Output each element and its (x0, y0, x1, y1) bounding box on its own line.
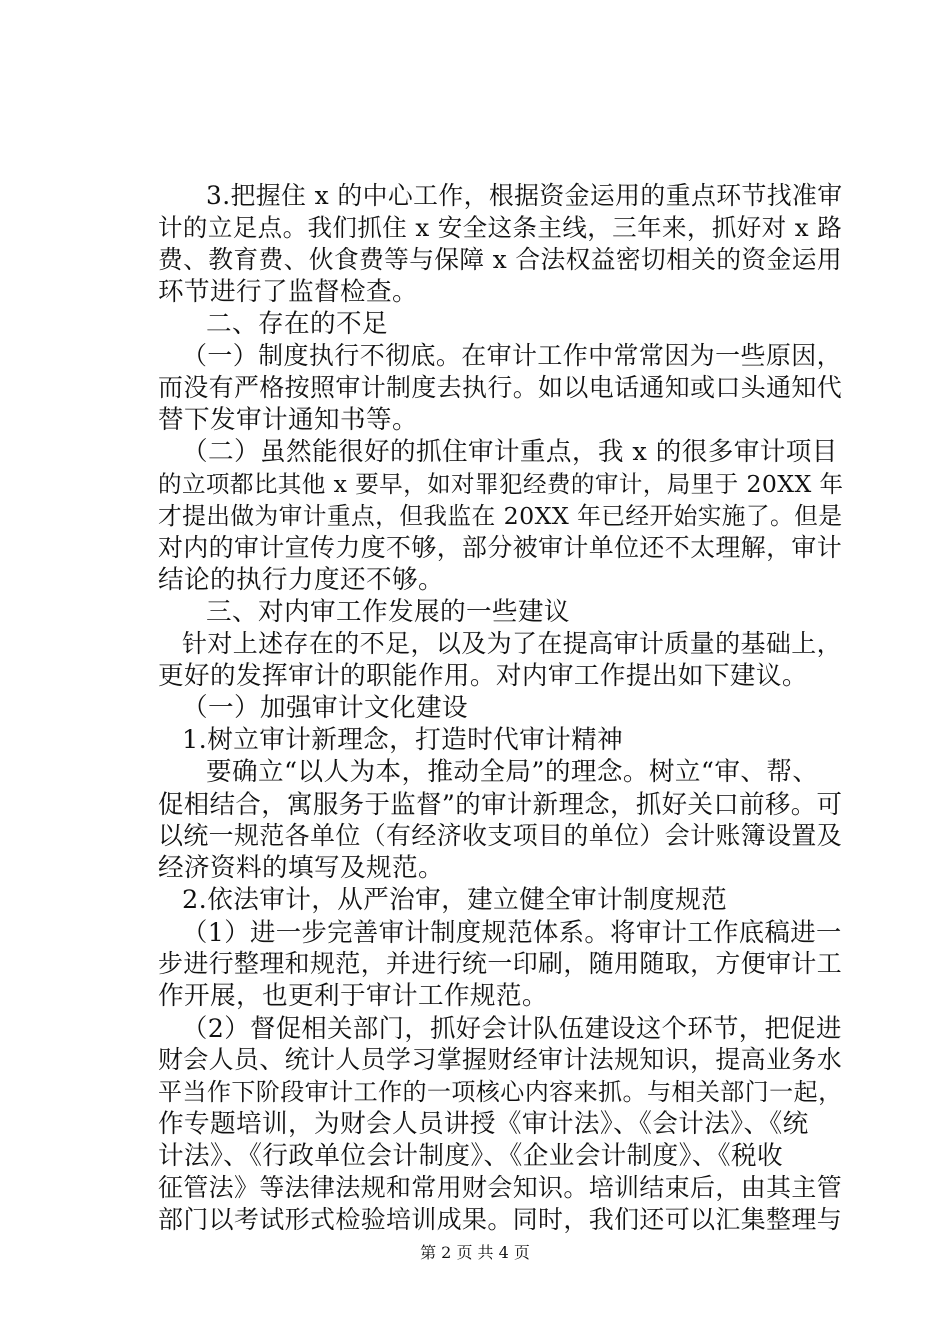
text-line: 结论的执行力度还不够。 (158, 565, 444, 595)
section-heading: 三、对内审工作发展的一些建议 (206, 597, 570, 627)
subsection-heading: 2.依法审计，从严治审，建立健全审计制度规范 (182, 885, 728, 915)
text-line: 环节进行了监督检查。 (158, 277, 418, 307)
text-line: 步进行整理和规范，并进行统一印刷，随用随取，方便审计工 (158, 949, 843, 978)
text-line: 对内的审计宣传力度不够，部分被审计单位还不太理解，审计 (158, 533, 843, 562)
text-line: 平当作下阶段审计工作的一项核心内容来抓。与相关部门一起， (158, 1078, 843, 1106)
text-line: 计法》、《行政单位会计制度》、《企业会计制度》、《税收 (158, 1141, 784, 1171)
text-line: （一）制度执行不彻底。在审计工作中常常因为一些原因， (182, 341, 842, 370)
text-line: 财会人员、统计人员学习掌握财经审计法规知识，提高业务水 (158, 1045, 843, 1074)
text-line: 作开展，也更利于审计工作规范。 (158, 981, 548, 1011)
text-line: 替下发审计通知书等。 (158, 405, 418, 435)
page-number-footer: 第 2 页 共 4 页 (420, 1243, 530, 1262)
text-line: 的立项都比其他 x 要早，如对罪犯经费的审计，局里于 20XX 年 (158, 470, 844, 498)
text-line: 征管法》等法律法规和常用财会知识。培训结束后，由其主管 (158, 1173, 843, 1202)
text-line: （二）虽然能很好的抓住审计重点，我 x 的很多审计项目 (182, 437, 838, 467)
subsection-heading: 1.树立审计新理念，打造时代审计精神 (182, 725, 624, 755)
text-line: 针对上述存在的不足，以及为了在提高审计质量的基础上， (182, 629, 842, 658)
text-line: 作专题培训，为财会人员讲授《审计法》、《会计法》、《统 (158, 1109, 809, 1139)
text-line: 要确立“以人为本，推动全局”的理念。树立“审、帮、 (206, 757, 819, 787)
text-line: 经济资料的填写及规范。 (158, 853, 444, 883)
text-line: （1）进一步完善审计制度规范体系。将审计工作底稿进一 (182, 917, 842, 947)
text-line: 部门以考试形式检验培训成果。同时，我们还可以汇集整理与 (158, 1205, 843, 1234)
text-line: 促相结合，寓服务于监督”的审计新理念，抓好关口前移。可 (158, 789, 843, 819)
subsection-heading: （一）加强审计文化建设 (182, 693, 468, 723)
text-line: 才提出做为审计重点，但我监在 20XX 年已经开始实施了。但是 (158, 502, 843, 530)
text-line: 而没有严格按照审计制度去执行。如以电话通知或口头通知代 (158, 373, 843, 402)
text-line: 更好的发挥审计的职能作用。对内审工作提出如下建议。 (158, 661, 808, 691)
section-heading: 二、存在的不足 (206, 309, 388, 339)
text-line: 以统一规范各单位（有经济收支项目的单位）会计账簿设置及 (158, 821, 843, 850)
text-line: 3.把握住 x 的中心工作，根据资金运用的重点环节找准审 (206, 181, 843, 210)
text-line: 计的立足点。我们抓住 x 安全这条主线，三年来，抓好对 x 路 (158, 213, 843, 242)
text-line: （2）督促相关部门，抓好会计队伍建设这个环节，把促进 (182, 1013, 842, 1043)
text-line: 费、教育费、伙食费等与保障 x 合法权益密切相关的资金运用 (158, 245, 842, 274)
